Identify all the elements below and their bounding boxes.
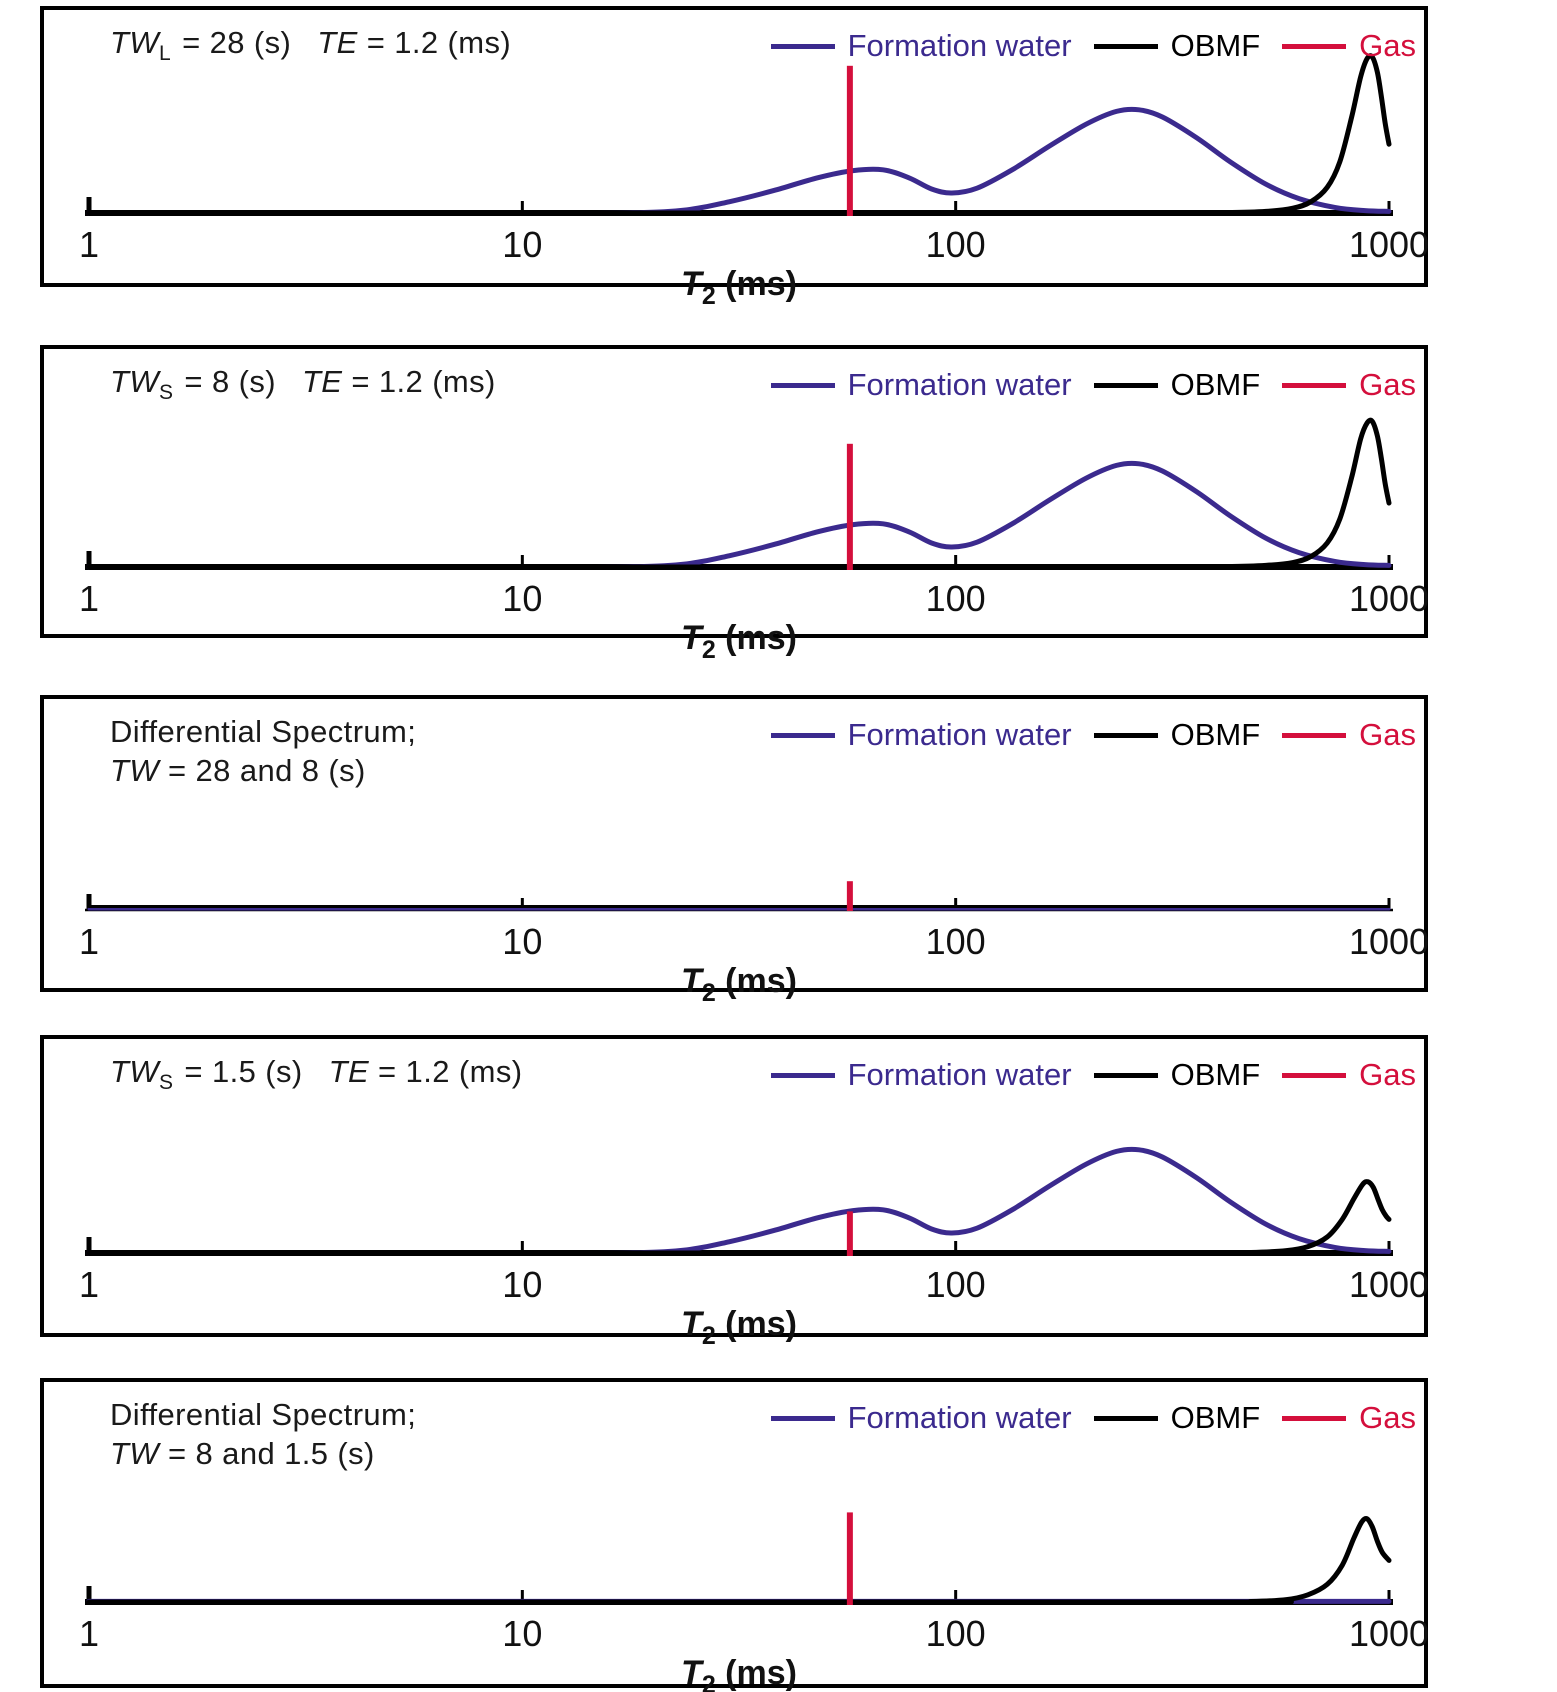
obmf-curve xyxy=(89,1519,1389,1603)
title-tw-value: = 1.5 (s) xyxy=(175,1054,303,1089)
panel-title xyxy=(110,713,416,791)
panel-title xyxy=(110,1053,522,1096)
legend-label-gas: Gas xyxy=(1359,1057,1416,1092)
x-axis-tick-label: 100 xyxy=(925,1264,986,1305)
formation-water-line-swatch xyxy=(771,1073,835,1078)
legend-label-obmf: OBMF xyxy=(1170,1057,1261,1092)
x-axis-title: $T_2$ (ms) xyxy=(681,619,797,664)
title-tw-value: = 28 (s) xyxy=(173,25,292,60)
x-axis-tick-label: 10 xyxy=(502,1264,543,1305)
panel-title xyxy=(110,363,496,406)
legend-item-obmf xyxy=(1094,1400,1261,1436)
gas-spike xyxy=(847,444,853,570)
legend-label-gas: Gas xyxy=(1359,367,1416,402)
formation-water-line-swatch xyxy=(771,1416,835,1421)
formation-water-curve xyxy=(89,1149,1389,1253)
obmf-line-swatch xyxy=(1094,383,1158,388)
legend-item-gas xyxy=(1282,1400,1416,1436)
panel-title xyxy=(110,1396,416,1474)
gas-line-swatch xyxy=(1282,1073,1346,1078)
x-axis-tick-label: 10 xyxy=(502,921,543,962)
gas-line-swatch xyxy=(1282,383,1346,388)
panel-tw-8 xyxy=(40,345,1430,664)
gas-spike xyxy=(847,881,853,911)
panel-title xyxy=(110,24,511,67)
x-axis-tick-label: 100 xyxy=(925,1613,986,1654)
title-tw-value: = 28 and 8 (s) xyxy=(159,752,366,788)
legend-item-gas xyxy=(1282,28,1416,64)
obmf-line-swatch xyxy=(1094,733,1158,738)
legend xyxy=(749,1057,1416,1093)
title-line1: Differential Spectrum; xyxy=(110,714,417,749)
gas-line-swatch xyxy=(1282,44,1346,49)
x-axis-tick-label: 1000 xyxy=(1348,1613,1430,1654)
legend-label-gas: Gas xyxy=(1359,28,1416,63)
legend-item-formation-water xyxy=(771,28,1072,64)
panel-differential-28-8 xyxy=(40,695,1430,1007)
x-axis-tick-label: 1 xyxy=(78,578,100,619)
x-axis-tick-label: 100 xyxy=(925,224,986,265)
gas-spike xyxy=(847,66,853,216)
title-te-value: = 1.2 (ms) xyxy=(342,364,496,399)
legend-item-formation-water xyxy=(771,1057,1072,1093)
legend xyxy=(749,1400,1416,1436)
legend-label-obmf: OBMF xyxy=(1170,367,1261,402)
x-axis-tick-label: 10 xyxy=(502,224,543,265)
panel-tw-1-5 xyxy=(40,1035,1430,1350)
title-tw: TW xyxy=(110,752,159,788)
title-tw-subscript: S xyxy=(159,381,174,404)
title-tw: TW xyxy=(110,1054,159,1089)
obmf-curve xyxy=(89,420,1389,567)
legend xyxy=(749,367,1416,403)
x-axis-tick-label: 10 xyxy=(502,578,543,619)
title-tw-value: = 8 (s) xyxy=(175,364,276,399)
obmf-line-swatch xyxy=(1094,1073,1158,1078)
x-axis-tick-label: 1 xyxy=(78,1613,100,1654)
legend-label-formation-water: Formation water xyxy=(847,1400,1072,1435)
x-axis-tick-label: 100 xyxy=(925,921,986,962)
x-axis-title: $T_2$ (ms) xyxy=(681,1654,797,1692)
title-tw: TW xyxy=(110,364,159,399)
legend xyxy=(749,717,1416,753)
x-axis-tick-label: 1000 xyxy=(1348,578,1430,619)
legend-label-formation-water: Formation water xyxy=(847,1057,1072,1092)
legend-item-gas xyxy=(1282,717,1416,753)
gas-line-swatch xyxy=(1282,733,1346,738)
title-te: TE xyxy=(328,1054,370,1089)
title-line2 xyxy=(110,1435,416,1474)
title-line2 xyxy=(110,752,416,791)
gas-spike xyxy=(847,1512,853,1605)
formation-water-line-swatch xyxy=(771,383,835,388)
title-tw-subscript: S xyxy=(159,1071,174,1094)
title-te-value: = 1.2 (ms) xyxy=(369,1054,523,1089)
x-axis-tick-label: 1 xyxy=(78,1264,100,1305)
legend-item-gas xyxy=(1282,367,1416,403)
x-axis-title: $T_2$ (ms) xyxy=(681,265,797,310)
x-axis-title: $T_2$ (ms) xyxy=(681,962,797,1007)
x-axis-tick-label: 10 xyxy=(502,1613,543,1654)
x-axis-title: $T_2$ (ms) xyxy=(681,1305,797,1350)
legend-label-formation-water: Formation water xyxy=(847,28,1072,63)
formation-water-curve xyxy=(89,463,1389,567)
x-axis-tick-label: 1000 xyxy=(1348,921,1430,962)
x-axis-tick-label: 100 xyxy=(925,578,986,619)
gas-spike xyxy=(847,1211,853,1256)
legend-item-formation-water xyxy=(771,367,1072,403)
title-tw: TW xyxy=(110,25,159,60)
obmf-line-swatch xyxy=(1094,1416,1158,1421)
title-line1: Differential Spectrum; xyxy=(110,1397,417,1432)
legend-item-obmf xyxy=(1094,1057,1261,1093)
formation-water-line-swatch xyxy=(771,733,835,738)
legend-label-obmf: OBMF xyxy=(1170,28,1261,63)
obmf-curve xyxy=(89,1182,1389,1253)
legend-label-formation-water: Formation water xyxy=(847,717,1072,752)
formation-water-curve xyxy=(89,109,1389,213)
x-axis-tick-label: 1000 xyxy=(1348,1264,1430,1305)
title-te: TE xyxy=(317,25,358,60)
formation-water-line-swatch xyxy=(771,44,835,49)
title-tw-value: = 8 and 1.5 (s) xyxy=(159,1435,375,1471)
legend-label-gas: Gas xyxy=(1359,1400,1416,1435)
legend-label-obmf: OBMF xyxy=(1170,717,1261,752)
legend-label-gas: Gas xyxy=(1359,717,1416,752)
x-axis-tick-label: 1 xyxy=(78,224,100,265)
legend-item-obmf xyxy=(1094,367,1261,403)
legend xyxy=(749,28,1416,64)
title-te: TE xyxy=(301,364,343,399)
gas-line-swatch xyxy=(1282,1416,1346,1421)
legend-item-obmf xyxy=(1094,28,1261,64)
panel-differential-8-1-5 xyxy=(40,1378,1430,1692)
legend-label-formation-water: Formation water xyxy=(847,367,1072,402)
legend-item-formation-water xyxy=(771,1400,1072,1436)
title-tw-subscript: L xyxy=(159,42,172,65)
title-te-value: = 1.2 (ms) xyxy=(357,25,512,60)
legend-item-formation-water xyxy=(771,717,1072,753)
legend-label-obmf: OBMF xyxy=(1170,1400,1261,1435)
panel-tw-28 xyxy=(40,6,1430,310)
x-axis-tick-label: 1 xyxy=(78,921,100,962)
legend-item-obmf xyxy=(1094,717,1261,753)
legend-item-gas xyxy=(1282,1057,1416,1093)
obmf-line-swatch xyxy=(1094,44,1158,49)
title-tw: TW xyxy=(110,1435,159,1471)
x-axis-tick-label: 1000 xyxy=(1348,224,1430,265)
